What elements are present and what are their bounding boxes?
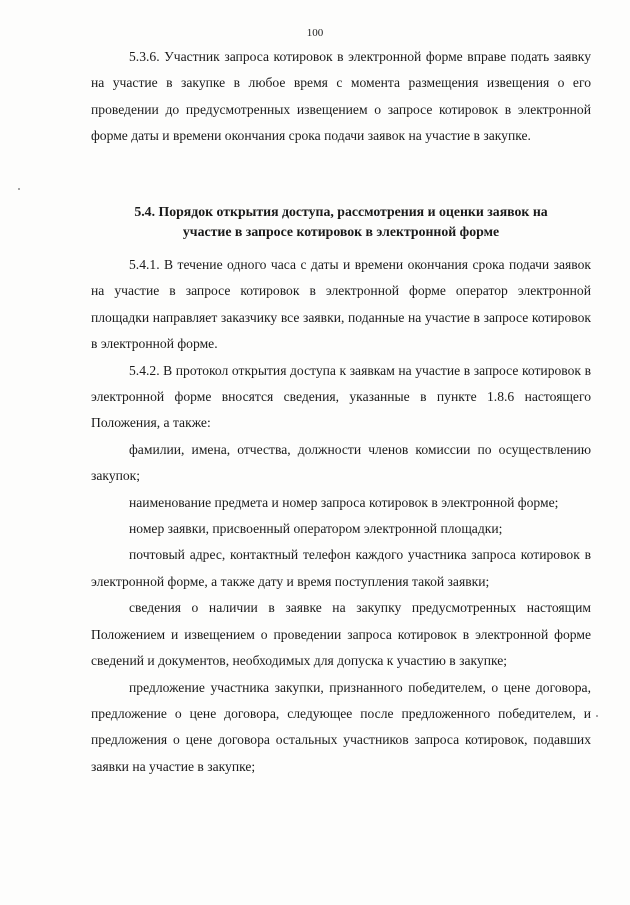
- heading-line-1: 5.4. Порядок открытия доступа, рассмотрения и оценки заявок на: [134, 204, 548, 219]
- paragraph-5-3-6: 5.3.6. Участник запроса котировок в электронной форме вправе подать заявку на участие в закупке в любое время с момента размещения извещения о его проведении до предусмотренных извещением о запросе котировок в электронной форме даты и времени окончания срока подачи заявок на участие в закупке.: [91, 49, 591, 144]
- paragraph-5-4-2: 5.4.2. В протокол открытия доступа к заявкам на участие в запросе котировок в электронной форме вносятся сведения, указанные в пункте 1.8.6 настоящего Положения, а также:: [91, 362, 591, 431]
- section-5-4-body: [91, 252, 591, 780]
- list-item-documents-info: сведения о наличии в заявке на закупку предусмотренных настоящим Положением и извещением о проведении запроса котировок в электронной форме сведений и документов, необходимых для допуска к участию в закупке;: [91, 600, 591, 669]
- heading-line-2: участие в запросе котировок в электронной форме: [182, 224, 500, 239]
- scan-speck: [18, 188, 20, 190]
- scan-speck: [596, 715, 598, 717]
- paragraph-5-4-1: 5.4.1. В течение одного часа с даты и времени окончания срока подачи заявок на участие в запросе котировок в электронной форме оператор электронной площадки направляет заказчику все заявки, поданные на участие в запросе котировок в электронной форме.: [91, 257, 591, 352]
- list-item-address-and-time: почтовый адрес, контактный телефон каждого участника запроса котировок в электронной форме, а также дату и время поступления такой заявки;: [91, 547, 591, 589]
- list-item-price-offers: предложение участника закупки, признанного победителем, о цене договора, предложение о цене договора, следующее после предложенного победителем, и предложения о цене договора остальных участников запроса котировок, подавших заявки на участие в закупке;: [91, 679, 591, 774]
- list-item-subject-and-number: наименование предмета и номер запроса котировок в электронной форме;: [129, 494, 559, 510]
- page-number: 100: [306, 27, 324, 39]
- list-item-application-number: номер заявки, присвоенный оператором электронной площадки;: [129, 521, 503, 537]
- section-heading-5-4: [91, 202, 591, 242]
- list-item-commission-members: фамилии, имена, отчества, должности членов комиссии по осуществлению закупок;: [91, 441, 591, 484]
- section-5-3-6: [91, 44, 591, 150]
